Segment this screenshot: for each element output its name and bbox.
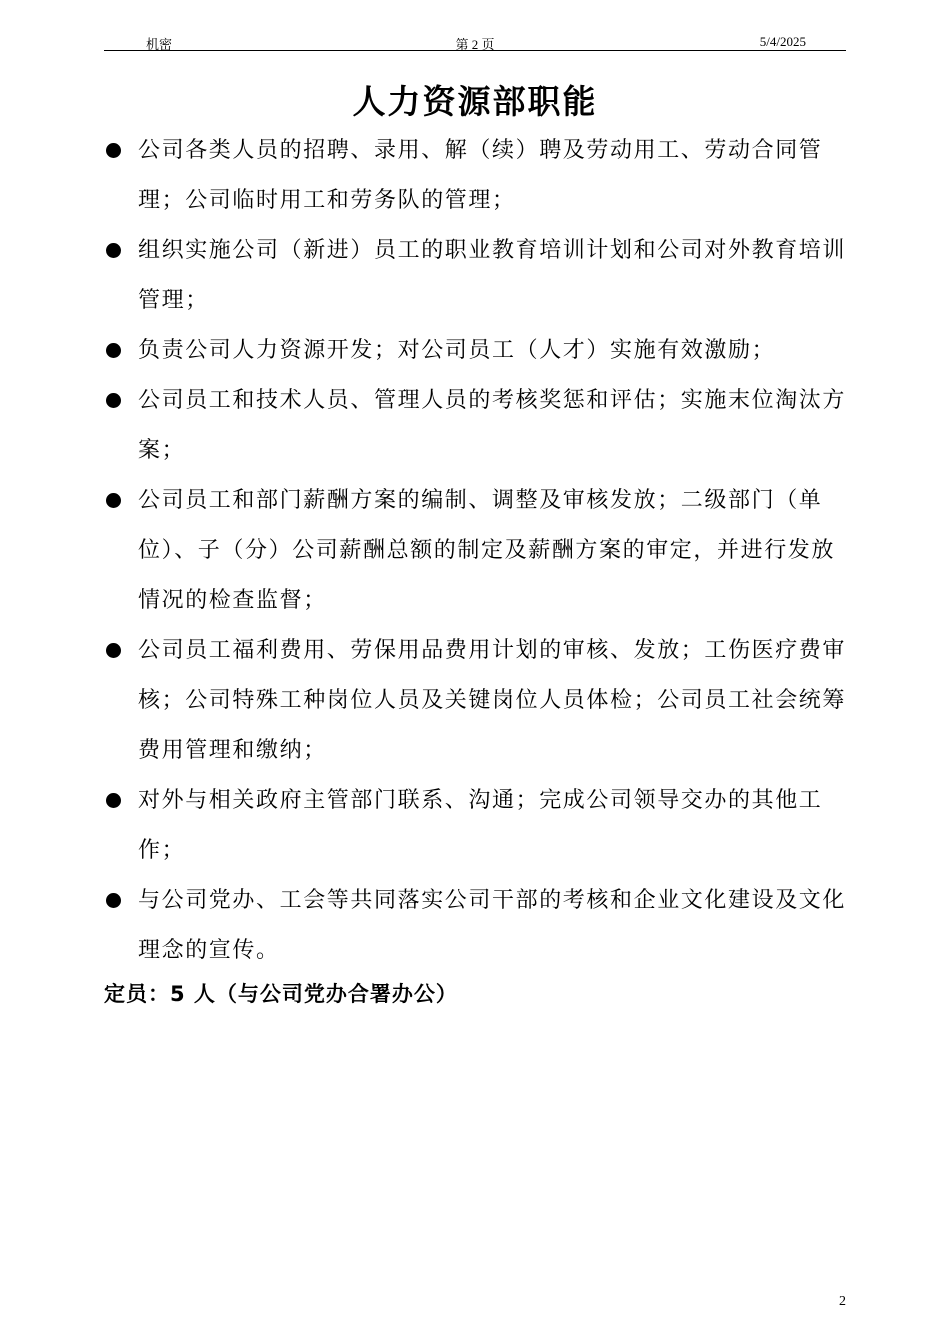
list-item xyxy=(104,476,850,626)
list-item-text: 公司员工和技术人员、管理人员的考核奖惩和评估；实施末位淘汰方案； xyxy=(138,388,847,463)
list-item-text: 公司各类人员的招聘、录用、解（续）聘及劳动用工、劳动合同管理；公司临时用工和劳务队的管理； xyxy=(138,138,823,213)
page-title: 人力资源部职能 xyxy=(352,82,598,121)
list-item-text: 公司员工福利费用、劳保用品费用计划的审核、发放；工伤医疗费审核；公司特殊工种岗位人员及关键岗位人员体检；公司员工社会统筹费用管理和缴纳； xyxy=(138,638,847,763)
list-item xyxy=(104,626,850,776)
bullet-icon xyxy=(106,143,121,158)
bullet-icon xyxy=(106,893,121,908)
list-item-text: 负责公司人力资源开发；对公司员工（人才）实施有效激励； xyxy=(138,338,776,363)
header-confidential: 机密 xyxy=(146,37,173,52)
list-item-text: 对外与相关政府主管部门联系、沟通；完成公司领导交办的其他工作； xyxy=(138,788,823,863)
list-item xyxy=(104,326,850,376)
list-item xyxy=(104,226,850,326)
bullet-icon xyxy=(106,793,121,808)
function-list xyxy=(104,126,850,976)
list-item xyxy=(104,876,850,976)
list-item-text: 公司员工和部门薪酬方案的编制、调整及审核发放；二级部门（单位）、子（分）公司薪酬总额的制定及薪酬方案的审定，并进行发放情况的检查监督； xyxy=(138,488,836,613)
list-item xyxy=(104,376,850,476)
list-item-text: 与公司党办、工会等共同落实公司干部的考核和企业文化建设及文化理念的宣传。 xyxy=(138,888,847,963)
list-item-text: 组织实施公司（新进）员工的职业教育培训计划和公司对外教育培训管理； xyxy=(138,238,847,313)
header-page-label: 第 2 页 xyxy=(455,37,495,52)
bullet-icon xyxy=(106,643,121,658)
bullet-icon xyxy=(106,393,121,408)
page-number: 2 xyxy=(839,1294,846,1309)
bullet-icon xyxy=(106,243,121,258)
bullet-icon xyxy=(106,493,121,508)
header-date: 5/4/2025 xyxy=(759,34,806,49)
page-header xyxy=(104,30,846,51)
list-item xyxy=(104,776,850,876)
bullet-icon xyxy=(106,343,121,358)
staffing-note: 定员：5 人（与公司党办合署办公） xyxy=(104,982,458,1006)
list-item xyxy=(104,126,850,226)
